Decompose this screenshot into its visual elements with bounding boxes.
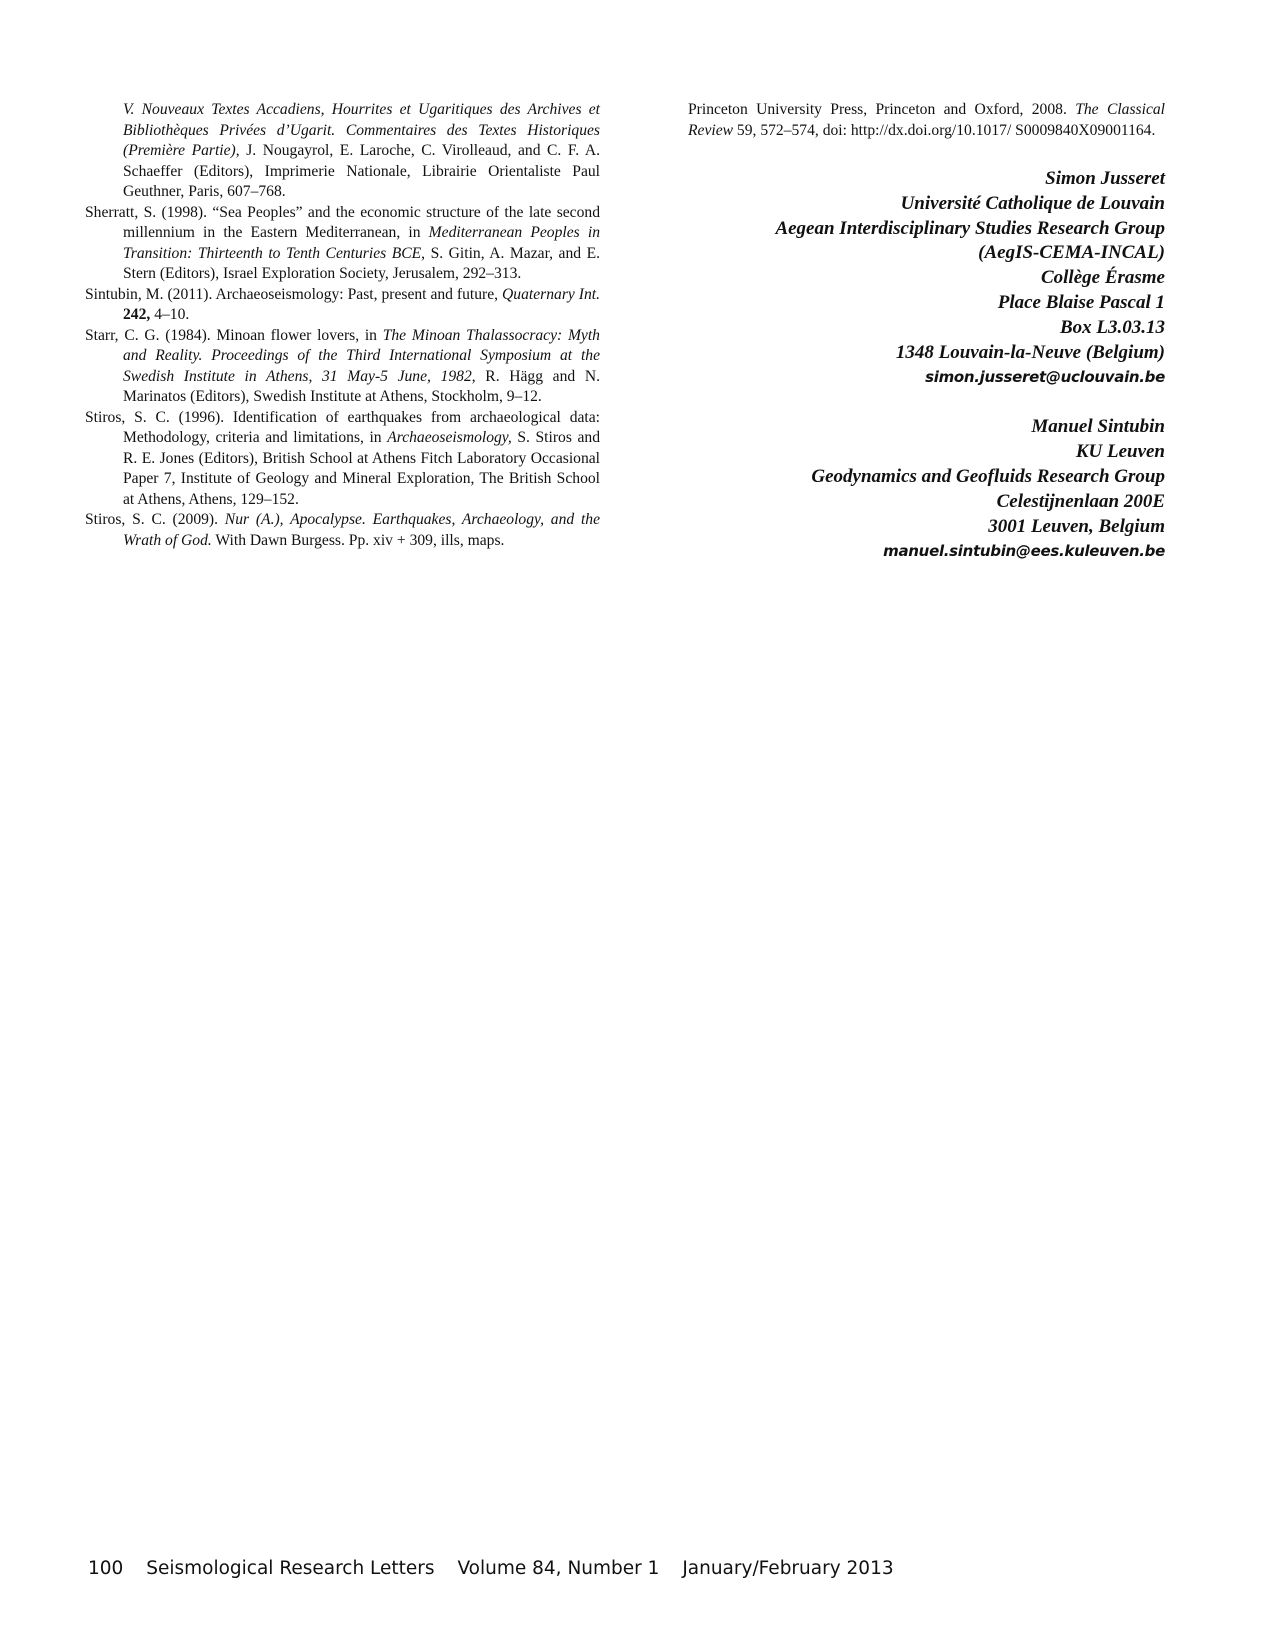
author-affiliation: Université Catholique de Louvain <box>900 192 1165 214</box>
reference-title: The Minoan Thalassocracy: Myth and Reality. Proceedings of the Third International Symposium at the Swedish Institute in Athens, 31 May-5 June, 1982 <box>123 326 600 385</box>
author-address-line: Collège Érasme <box>1040 267 1165 289</box>
reference-authors: Sherratt, S. (1998). “Sea Peoples” and the economic structure of the late second millennium in the Eastern Mediterranean, in <box>85 203 600 241</box>
author-affiliation: KU Leuven <box>1075 441 1165 463</box>
reference-authors: Stiros, S. C. (2009). <box>85 511 225 528</box>
author-name: Simon Jusseret <box>1045 168 1165 189</box>
reference-title: V. Nouveaux Textes Accadiens, Hourrites et Ugaritiques des Archives et Bibliothèques Privées d’Ugarit. Commentaires des Textes Historiques (Première Partie) <box>123 101 600 159</box>
author-affiliation: Geodynamics and Geofluids Research Group <box>811 465 1165 487</box>
author-address-block <box>688 167 1165 389</box>
author-address-block <box>688 415 1165 563</box>
page-number: 100 <box>88 1558 124 1579</box>
reference-continuation <box>85 100 600 203</box>
references-left-column <box>85 100 600 551</box>
reference-sherratt-1998 <box>85 203 600 285</box>
reference-stiros-2009 <box>85 510 600 551</box>
author-email: manuel.sintubin@ees.kuleuven.be <box>883 542 1165 561</box>
author-address-line: Box L3.03.13 <box>1059 316 1165 338</box>
reference-details: Princeton University Press, Princeton and Oxford, 2008. <box>688 101 1076 118</box>
author-affiliation: (AegIS-CEMA-INCAL) <box>978 242 1165 264</box>
reference-title: Mediterranean Peoples in Transition: Thirteenth to Tenth Centuries BCE <box>123 224 600 262</box>
reference-details: , R. Hägg and N. Marinatos (Editors), Swedish Institute at Athens, Stockholm, 9–12. <box>123 367 600 405</box>
reference-starr-1984 <box>85 326 600 408</box>
author-address-line: Place Blaise Pascal 1 <box>997 291 1165 313</box>
reference-authors: Starr, C. G. (1984). Minoan flower lovers, in <box>85 326 383 344</box>
reference-title: Nur (A.), Apocalypse. Earthquakes, Archaeology, and the Wrath of God. <box>123 511 601 549</box>
author-email: simon.jusseret@uclouvain.be <box>925 368 1165 387</box>
reference-authors: Sintubin, M. (2011). Archaeoseismology: Past, present and future, <box>85 285 503 303</box>
reference-journal: The Classical Review <box>688 101 1165 139</box>
author-affiliation: Aegean Interdisciplinary Studies Research Group <box>775 217 1165 239</box>
reference-details: With Dawn Burgess. Pp. xiv + 309, ills, maps. <box>211 531 505 549</box>
reference-pages: 4–10. <box>150 306 190 323</box>
author-address-line: 3001 Leuven, Belgium <box>988 515 1165 537</box>
author-address-line: Celestijnenlaan 200E <box>996 490 1165 512</box>
reference-details: , S. Gitin, A. Mazar, and E. Stern (Editors), Israel Exploration Society, Jerusalem, 292–313. <box>123 244 600 282</box>
reference-details: S. Stiros and R. E. Jones (Editors), British School at Athens Fitch Laboratory Occasional Paper 7, Institute of Geology and Mineral Exploration, The British School at Athens, Athens, 129–152. <box>123 429 600 508</box>
reference-title: Archaeoseismology, <box>387 429 512 446</box>
reference-sintubin-2011 <box>85 285 600 326</box>
references-right-column <box>688 100 1165 563</box>
journal-name: Seismological Research Letters <box>146 1558 435 1579</box>
author-name: Manuel Sintubin <box>1031 416 1165 438</box>
page-footer <box>88 1558 911 1579</box>
reference-continuation <box>688 100 1165 141</box>
journal-volume: Volume 84, Number 1 <box>457 1558 660 1579</box>
reference-doi: 59, 572–574, doi: http://dx.doi.org/10.1017/ S0009840X09001164. <box>733 121 1156 139</box>
reference-volume: 242, <box>123 306 151 323</box>
journal-date: January/February 2013 <box>682 1558 894 1579</box>
reference-authors: Stiros, S. C. (1996). Identification of earthquakes from archaeological data: Methodology, criteria and limitations, in <box>85 408 600 446</box>
author-address-line: 1348 Louvain-la-Neuve (Belgium) <box>895 341 1165 363</box>
reference-details: , J. Nougayrol, E. Laroche, C. Virolleaud, and C. F. A. Schaeffer (Editors), Imprimerie Nationale, Librairie Orientaliste Paul Geuthner, Paris, 607–768. <box>123 142 601 200</box>
reference-journal: Quaternary Int. <box>502 285 600 303</box>
reference-stiros-1996 <box>85 408 600 511</box>
